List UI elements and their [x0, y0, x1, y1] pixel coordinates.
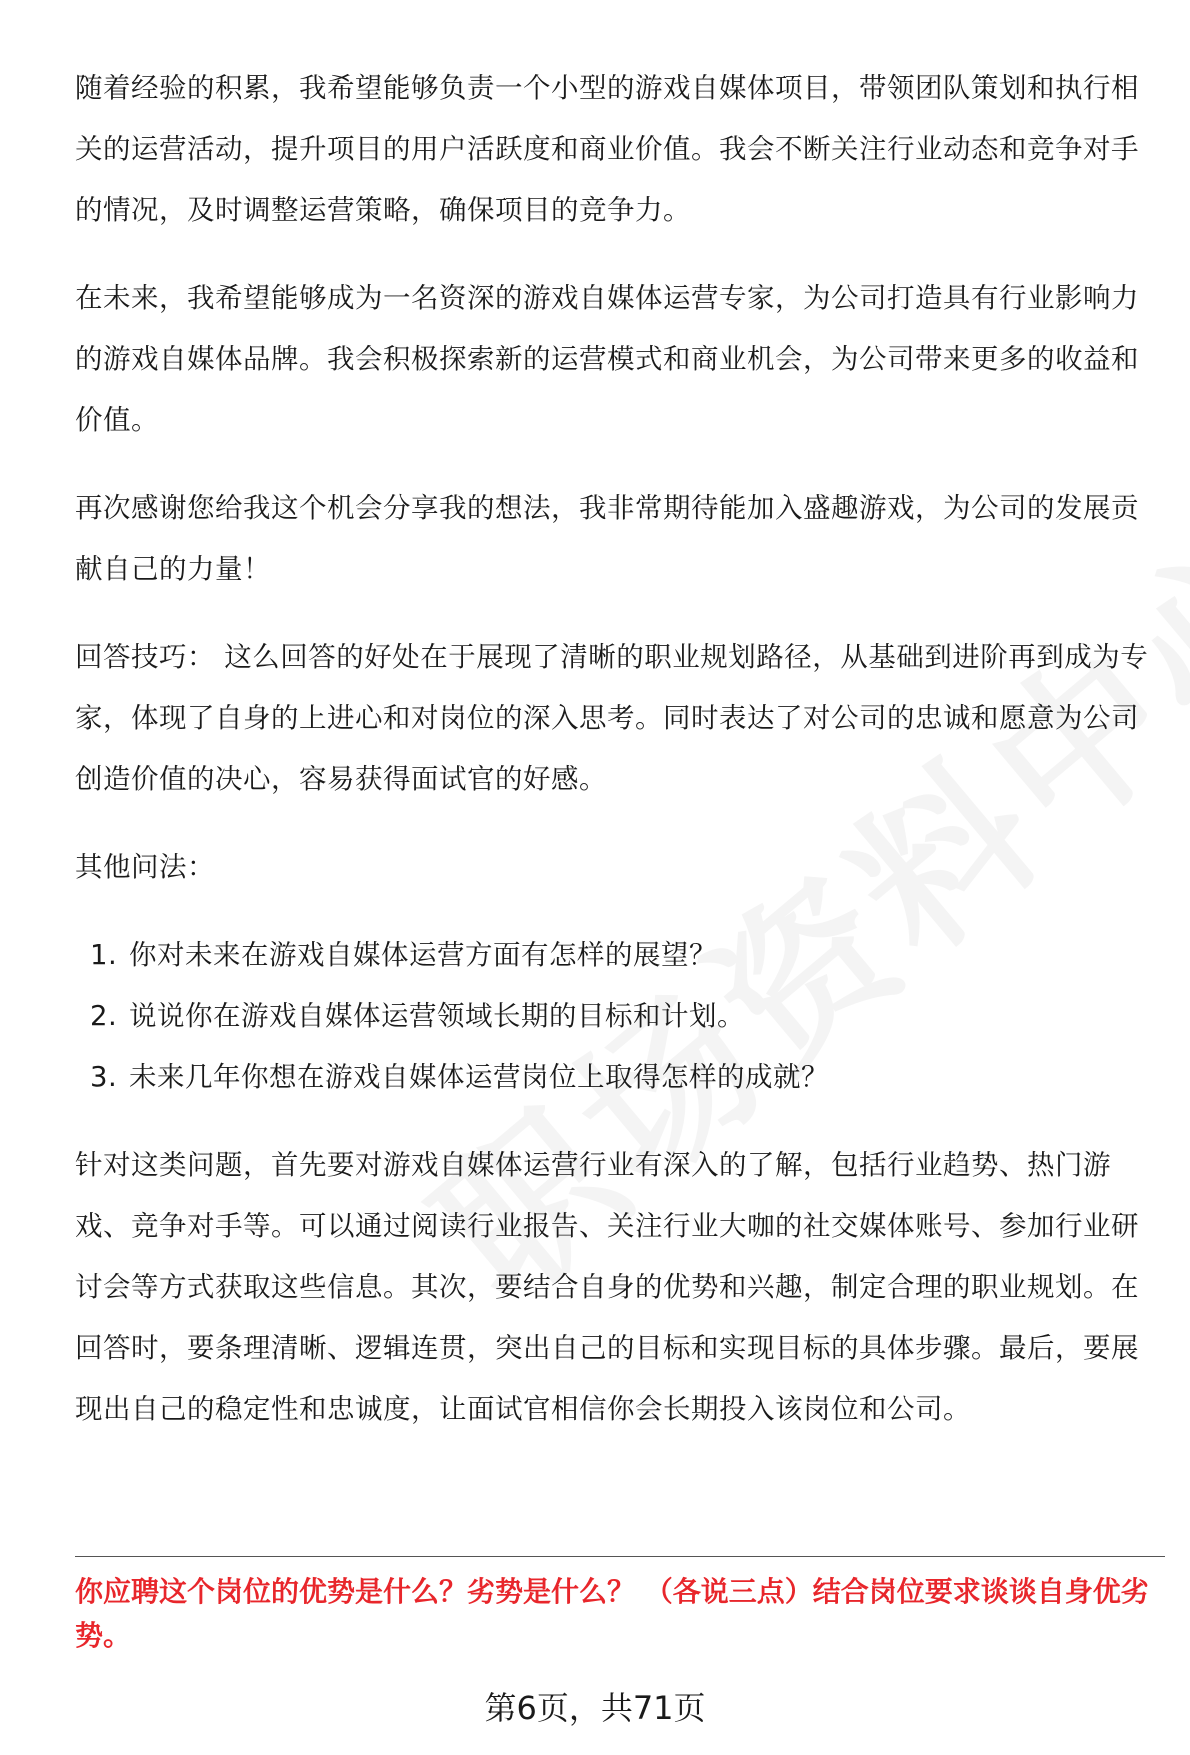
page-footer: 第6页，共71页 — [484, 1689, 706, 1727]
list-item-number: 1. — [90, 939, 118, 971]
document-body — [75, 58, 1165, 1440]
paragraph-answer-tips: 回答技巧： 这么回答的好处在于展现了清晰的职业规划路径，从基础到进阶再到成为专家，体现了自身的上进心和对岗位的深入思考。同时表达了对公司的忠诚和愿意为公司创造价值的决心，容易获得面试官的好感。 — [75, 641, 1149, 795]
paragraph-future: 在未来，我希望能够成为一名资深的游戏自媒体运营专家，为公司打造具有行业影响力的游戏自媒体品牌。我会积极探索新的运营模式和商业机会，为公司带来更多的收益和价值。 — [75, 282, 1139, 436]
list-item — [75, 986, 1165, 1047]
list-item — [75, 925, 1165, 986]
list-item-text: 未来几年你想在游戏自媒体运营岗位上取得怎样的成就？ — [129, 1061, 829, 1093]
paragraph-advice: 针对这类问题，首先要对游戏自媒体运营行业有深入的了解，包括行业趋势、热门游戏、竞争对手等。可以通过阅读行业报告、关注行业大咖的社交媒体账号、参加行业研讨会等方式获取这些信息。其次，要结合自身的优势和兴趣，制定合理的职业规划。在回答时，要条理清晰、逻辑连贯，突出自己的目标和实现目标的具体步骤。最后，要展现出自己的稳定性和忠诚度，让面试官相信你会长期投入该岗位和公司。 — [75, 1149, 1139, 1425]
other-questions-list — [75, 925, 1165, 1108]
paragraph-thanks: 再次感谢您给我这个机会分享我的想法，我非常期待能加入盛趣游戏，为公司的发展贡献自己的力量！ — [75, 492, 1139, 585]
list-item-number: 3. — [90, 1061, 118, 1093]
paragraph-experience: 随着经验的积累，我希望能够负责一个小型的游戏自媒体项目，带领团队策划和执行相关的运营活动，提升项目的用户活跃度和商业价值。我会不断关注行业动态和竞争对手的情况，及时调整运营策略，确保项目的竞争力。 — [75, 72, 1139, 226]
next-question-heading: 你应聘这个岗位的优势是什么？劣势是什么？ （各说三点）结合岗位要求谈谈自身优劣势。 — [75, 1575, 1149, 1652]
paragraph-other-asks-label: 其他问法： — [75, 851, 215, 883]
list-item — [75, 1047, 1165, 1108]
section-divider — [75, 1556, 1165, 1557]
list-item-text: 说说你在游戏自媒体运营领域长期的目标和计划。 — [129, 1000, 745, 1032]
list-item-text: 你对未来在游戏自媒体运营方面有怎样的展望？ — [129, 939, 717, 971]
list-item-number: 2. — [90, 1000, 118, 1032]
